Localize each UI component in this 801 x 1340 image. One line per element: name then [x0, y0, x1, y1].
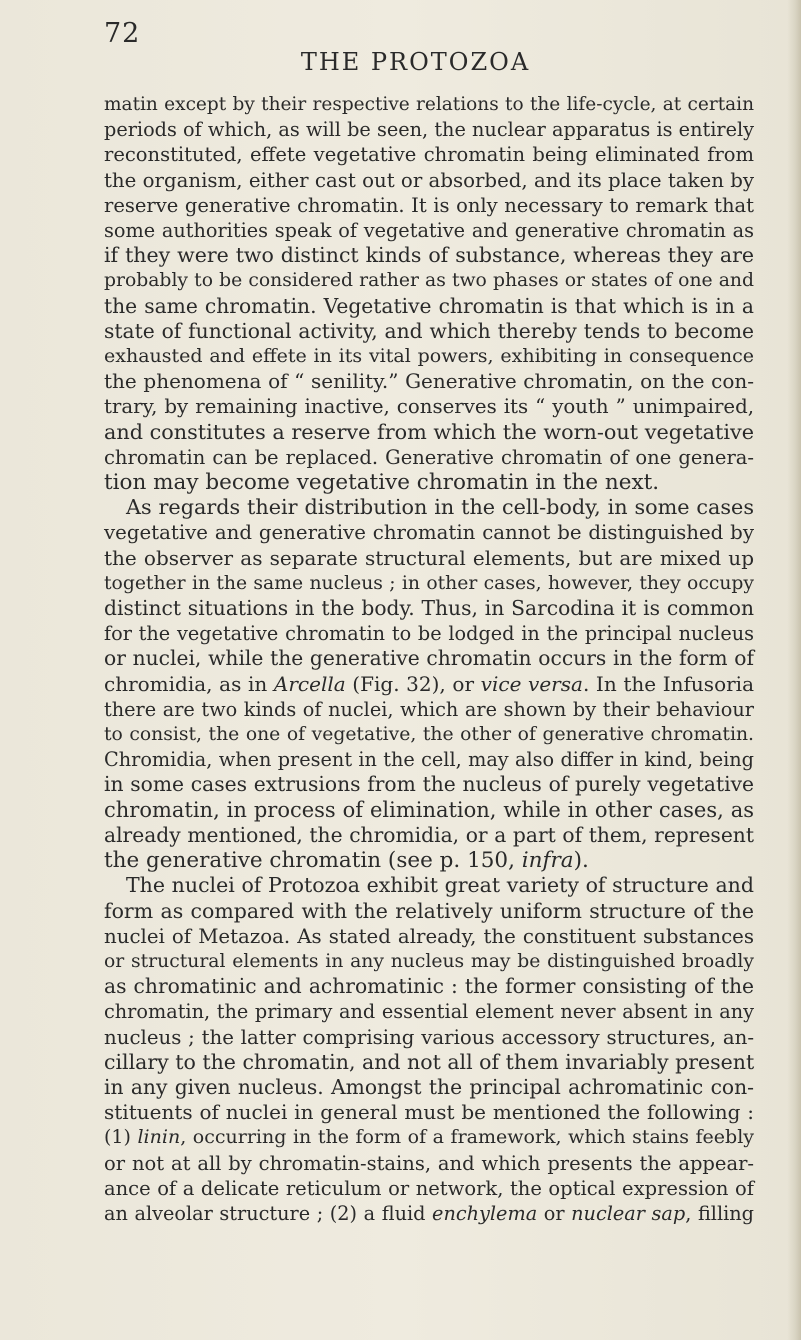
text-line: cillary to the chromatin, and not all of them invariably present	[104, 1049, 755, 1074]
text-line: the same chromatin. Vegetative chromatin is that which is in a	[104, 293, 754, 318]
text-line: matin except by their respective relations to the life-cycle, at certain	[104, 94, 754, 115]
text-line: chromatin, in process of elimination, while in other cases, as	[104, 797, 754, 822]
text-line: an alveolar structure ; (2) a fluid enchylema or nuclear sap, filling	[104, 1201, 754, 1225]
text-line: chromatin, the primary and essential element never absent in any	[104, 1000, 754, 1024]
text-line: the phenomena of “ senility.” Generative chromatin, on the con-	[104, 369, 754, 394]
text-line: there are two kinds of nuclei, which are shown by their behaviour	[104, 697, 754, 721]
text-line: together in the same nucleus ; in other cases, however, they occupy	[104, 572, 754, 594]
running-title: THE PROTOZOA	[300, 48, 531, 76]
text-line: The nuclei of Protozoa exhibit great variety of structure and	[126, 873, 754, 898]
text-line: stituents of nuclei in general must be mentioned the following :	[104, 1100, 754, 1125]
text-line: reserve generative chromatin. It is only necessary to remark that	[104, 193, 754, 217]
page-edge-shadow	[787, 0, 801, 1340]
text-line: or not at all by chromatin-stains, and which presents the appear-	[104, 1151, 754, 1175]
text-line: if they were two distinct kinds of substance, whereas they are	[104, 243, 754, 268]
text-line: distinct situations in the body. Thus, in Sarcodina it is common	[104, 596, 754, 621]
text-line: for the vegetative chromatin to be lodged in the principal nucleus	[104, 622, 754, 646]
text-line: chromidia, as in Arcella (Fig. 32), or vice versa. In the Infusoria	[104, 671, 754, 696]
text-line: periods of which, as will be seen, the nuclear apparatus is entirely	[104, 118, 754, 142]
text-line: the observer as separate structural elements, but are mixed up	[104, 545, 754, 570]
paragraph-1	[104, 92, 754, 495]
text-line: trary, by remaining inactive, conserves its “ youth ” unimpaired,	[104, 395, 754, 419]
text-line: in some cases extrusions from the nucleus of purely vegetative	[104, 772, 754, 797]
text-line: ance of a delicate reticulum or network, the optical expression of	[104, 1176, 754, 1200]
paragraph-3	[104, 873, 754, 1226]
text-line: as chromatinic and achromatinic : the former consisting of the	[104, 974, 754, 999]
text-line: chromatin can be replaced. Generative chromatin of one genera-	[104, 445, 754, 469]
page-number: 72	[104, 18, 141, 49]
text-line: exhausted and effete in its vital powers, exhibiting in consequence	[104, 345, 754, 368]
text-line: some authorities speak of vegetative and generative chromatin as	[104, 219, 754, 243]
page-header	[0, 18, 801, 76]
text-line: Chromidia, when present in the cell, may also differ in kind, being	[104, 748, 754, 772]
text-line: nuclei of Metazoa. As stated already, the constituent substances	[104, 924, 754, 948]
text-line: and constitutes a reserve from which the worn-out vegetative	[104, 419, 754, 444]
text-line: in any given nucleus. Amongst the principal achromatinic con-	[104, 1074, 754, 1099]
text-line: probably to be considered rather as two phases or states of one and	[104, 270, 754, 292]
text-line: the generative chromatin (see p. 150, infra).	[104, 848, 589, 874]
text-line: already mentioned, the chromidia, or a part of them, represent	[104, 822, 754, 847]
text-line: or nuclei, while the generative chromatin occurs in the form of	[104, 646, 754, 671]
text-line: vegetative and generative chromatin cannot be distinguished by	[104, 521, 754, 545]
page-body	[104, 92, 754, 1226]
text-line: form as compared with the relatively uniform structure of the	[104, 898, 754, 923]
text-line: state of functional activity, and which thereby tends to become	[104, 318, 754, 343]
text-line: or structural elements in any nucleus may be distinguished broadly	[104, 950, 754, 972]
text-line: nucleus ; the latter comprising various accessory structures, an-	[104, 1025, 754, 1049]
text-line: As regards their distribution in the cell-body, in some cases	[126, 495, 754, 520]
paragraph-2	[104, 495, 754, 873]
text-line: reconstituted, effete vegetative chromatin being eliminated from	[104, 143, 754, 167]
text-line: the organism, either cast out or absorbed, and its place taken by	[104, 168, 754, 192]
text-line: (1) linin, occurring in the form of a framework, which stains feebly	[104, 1126, 755, 1149]
text-line: to consist, the one of vegetative, the other of generative chromatin.	[104, 724, 754, 746]
text-line: tion may become vegetative chromatin in the next.	[104, 470, 660, 496]
